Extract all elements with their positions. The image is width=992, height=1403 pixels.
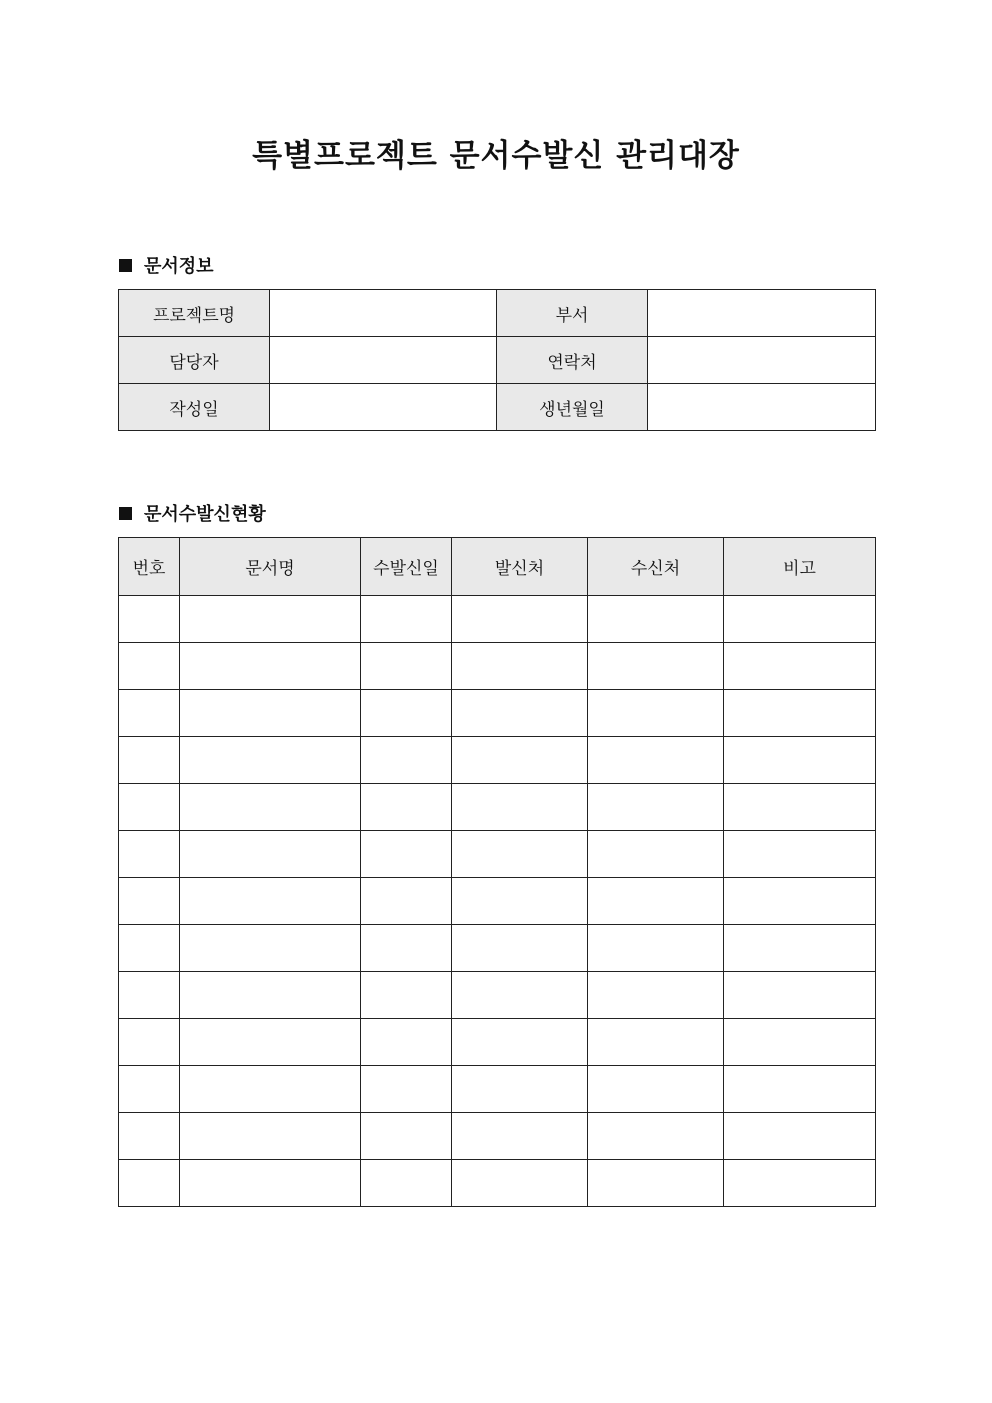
- table-cell[interactable]: [724, 596, 876, 643]
- info-label: 담당자: [119, 337, 270, 384]
- table-cell[interactable]: [361, 925, 452, 972]
- table-cell[interactable]: [724, 972, 876, 1019]
- table-cell[interactable]: [361, 1160, 452, 1207]
- table-cell[interactable]: [452, 690, 588, 737]
- table-cell[interactable]: [588, 596, 724, 643]
- table-cell[interactable]: [180, 878, 361, 925]
- table-cell[interactable]: [119, 737, 180, 784]
- info-row: [119, 384, 876, 431]
- table-cell[interactable]: [180, 831, 361, 878]
- info-value-field[interactable]: [270, 384, 497, 431]
- document-title: 특별프로젝트 문서수발신 관리대장: [252, 138, 740, 174]
- table-cell[interactable]: [180, 1019, 361, 1066]
- table-cell[interactable]: [452, 972, 588, 1019]
- table-cell[interactable]: [180, 690, 361, 737]
- table-cell[interactable]: [180, 737, 361, 784]
- table-cell[interactable]: [452, 643, 588, 690]
- table-cell[interactable]: [724, 831, 876, 878]
- table-cell[interactable]: [119, 1019, 180, 1066]
- table-cell[interactable]: [724, 1066, 876, 1113]
- table-cell[interactable]: [119, 878, 180, 925]
- table-cell[interactable]: [361, 737, 452, 784]
- table-row: [119, 1160, 876, 1207]
- table-row: [119, 878, 876, 925]
- info-section-heading: [119, 252, 214, 278]
- info-value-field[interactable]: [648, 290, 876, 337]
- table-cell[interactable]: [361, 1019, 452, 1066]
- table-cell[interactable]: [180, 1066, 361, 1113]
- table-cell[interactable]: [361, 1066, 452, 1113]
- table-cell[interactable]: [361, 1113, 452, 1160]
- table-cell[interactable]: [119, 596, 180, 643]
- table-row: [119, 643, 876, 690]
- column-header: 수발신일: [361, 538, 452, 596]
- table-cell[interactable]: [119, 1066, 180, 1113]
- table-cell[interactable]: [119, 972, 180, 1019]
- table-row: [119, 972, 876, 1019]
- table-cell[interactable]: [119, 690, 180, 737]
- table-header-row: [119, 538, 876, 596]
- info-label: 프로젝트명: [119, 290, 270, 337]
- table-cell[interactable]: [180, 596, 361, 643]
- table-cell[interactable]: [452, 925, 588, 972]
- table-cell[interactable]: [724, 925, 876, 972]
- table-cell[interactable]: [724, 737, 876, 784]
- info-value-field[interactable]: [648, 384, 876, 431]
- table-cell[interactable]: [724, 878, 876, 925]
- table-cell[interactable]: [452, 1113, 588, 1160]
- table-cell[interactable]: [361, 690, 452, 737]
- table-row: [119, 1066, 876, 1113]
- table-cell[interactable]: [361, 972, 452, 1019]
- table-cell[interactable]: [180, 972, 361, 1019]
- square-bullet-icon: [119, 259, 132, 272]
- table-cell[interactable]: [588, 925, 724, 972]
- table-cell[interactable]: [119, 643, 180, 690]
- info-value-field[interactable]: [270, 337, 497, 384]
- table-cell[interactable]: [588, 1066, 724, 1113]
- column-header: 수신처: [588, 538, 724, 596]
- square-bullet-icon: [119, 507, 132, 520]
- table-cell[interactable]: [452, 831, 588, 878]
- table-cell[interactable]: [180, 925, 361, 972]
- column-header: 문서명: [180, 538, 361, 596]
- table-cell[interactable]: [180, 643, 361, 690]
- table-row: [119, 925, 876, 972]
- table-row: [119, 831, 876, 878]
- info-row: [119, 290, 876, 337]
- table-cell[interactable]: [452, 1066, 588, 1113]
- table-cell[interactable]: [588, 1019, 724, 1066]
- column-header: 번호: [119, 538, 180, 596]
- table-cell[interactable]: [588, 784, 724, 831]
- table-cell[interactable]: [588, 831, 724, 878]
- table-cell[interactable]: [119, 1160, 180, 1207]
- table-cell[interactable]: [588, 1160, 724, 1207]
- info-label: 작성일: [119, 384, 270, 431]
- info-value-field[interactable]: [648, 337, 876, 384]
- table-row: [119, 737, 876, 784]
- table-row: [119, 1113, 876, 1160]
- table-cell[interactable]: [119, 831, 180, 878]
- table-cell[interactable]: [588, 690, 724, 737]
- table-cell[interactable]: [119, 1113, 180, 1160]
- table-cell[interactable]: [361, 831, 452, 878]
- table-cell[interactable]: [724, 784, 876, 831]
- table-cell[interactable]: [361, 596, 452, 643]
- table-cell[interactable]: [180, 1113, 361, 1160]
- document-info-table: [118, 289, 876, 431]
- table-cell[interactable]: [588, 737, 724, 784]
- table-row: [119, 784, 876, 831]
- status-section-heading-text: 문서수발신현황: [144, 504, 266, 525]
- info-label: 생년월일: [497, 384, 648, 431]
- table-cell[interactable]: [724, 1113, 876, 1160]
- table-cell[interactable]: [119, 784, 180, 831]
- table-cell[interactable]: [724, 1019, 876, 1066]
- table-cell[interactable]: [588, 643, 724, 690]
- table-row: [119, 1019, 876, 1066]
- document-status-table: [118, 537, 876, 1207]
- table-row: [119, 690, 876, 737]
- info-row: [119, 337, 876, 384]
- table-cell[interactable]: [452, 1160, 588, 1207]
- table-cell[interactable]: [361, 643, 452, 690]
- column-header: 비고: [724, 538, 876, 596]
- info-section-heading-text: 문서정보: [144, 256, 214, 277]
- table-cell[interactable]: [724, 690, 876, 737]
- table-row: [119, 596, 876, 643]
- status-section-heading: [119, 500, 266, 526]
- info-label: 부서: [497, 290, 648, 337]
- table-cell[interactable]: [119, 925, 180, 972]
- table-cell[interactable]: [361, 784, 452, 831]
- table-cell[interactable]: [588, 972, 724, 1019]
- info-value-field[interactable]: [270, 290, 497, 337]
- info-label: 연락처: [497, 337, 648, 384]
- table-cell[interactable]: [180, 784, 361, 831]
- table-cell[interactable]: [724, 1160, 876, 1207]
- table-cell[interactable]: [452, 1019, 588, 1066]
- table-cell[interactable]: [361, 878, 452, 925]
- table-cell[interactable]: [452, 878, 588, 925]
- table-cell[interactable]: [588, 1113, 724, 1160]
- column-header: 발신처: [452, 538, 588, 596]
- table-cell[interactable]: [452, 784, 588, 831]
- table-cell[interactable]: [452, 737, 588, 784]
- table-cell[interactable]: [724, 643, 876, 690]
- table-cell[interactable]: [180, 1160, 361, 1207]
- table-cell[interactable]: [452, 596, 588, 643]
- table-cell[interactable]: [588, 878, 724, 925]
